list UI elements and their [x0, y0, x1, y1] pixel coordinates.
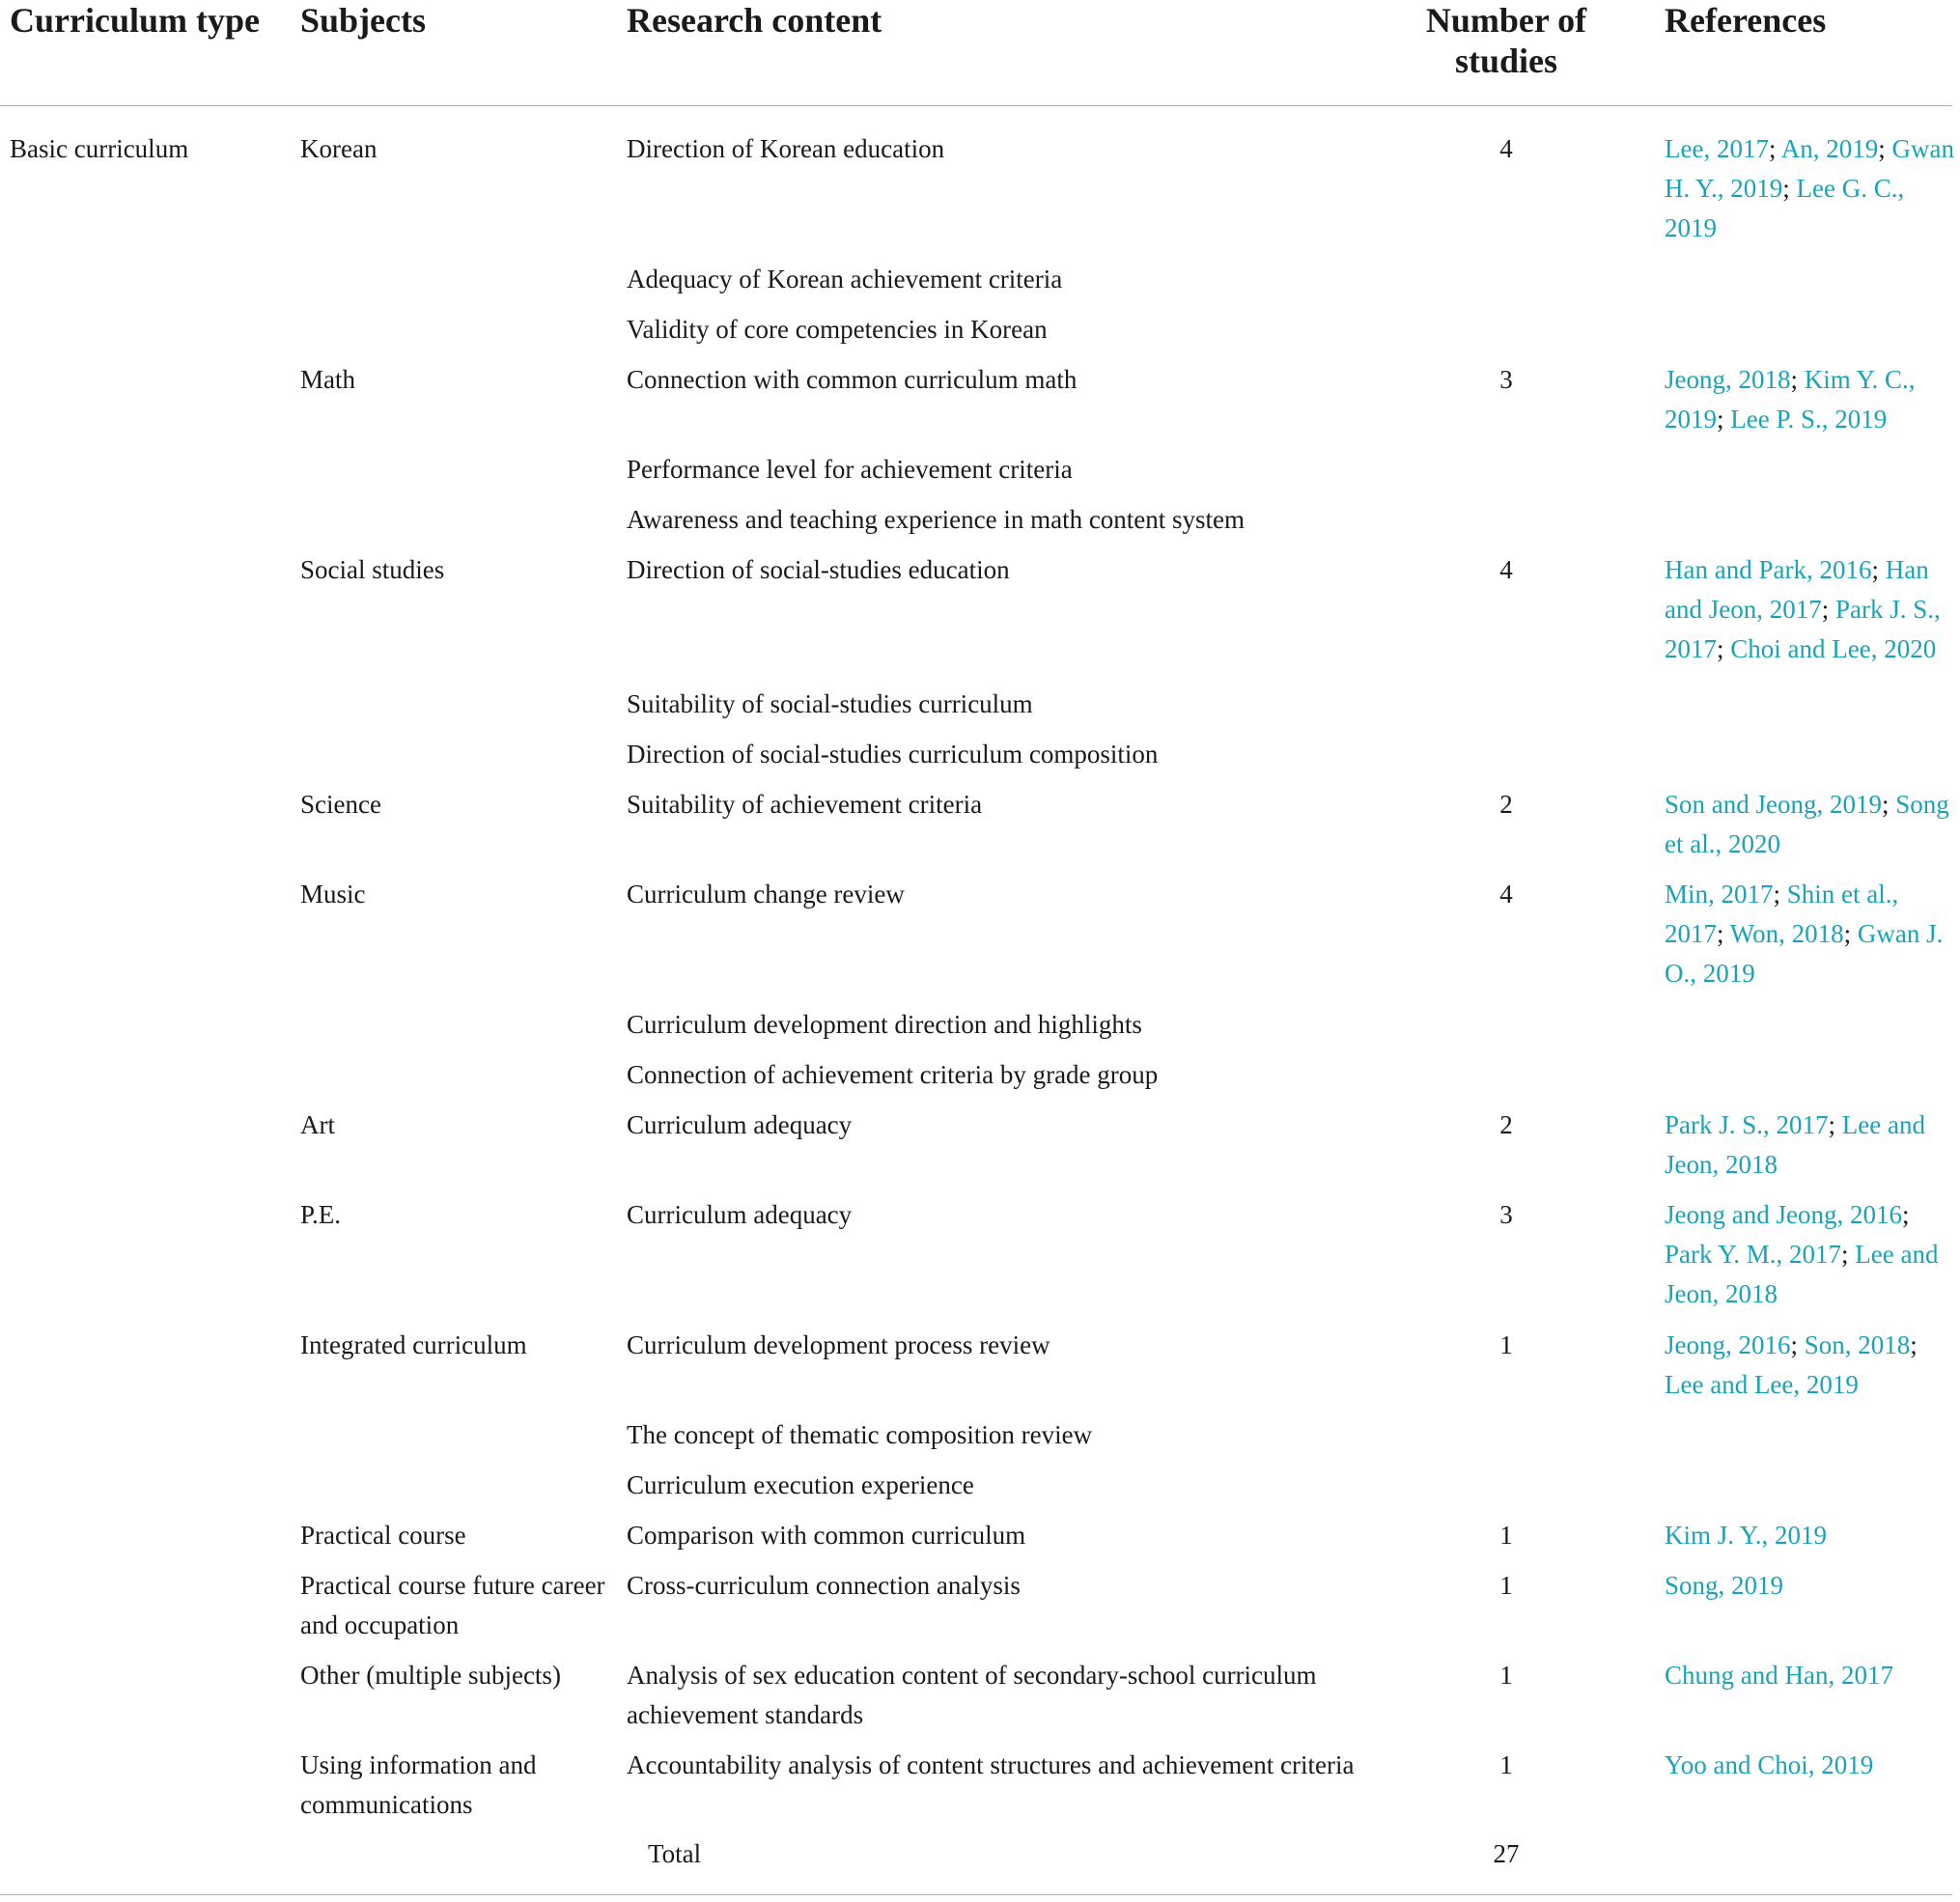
references-cell — [1665, 1566, 1954, 1606]
research-content-cell: Suitability of achievement criteria — [627, 790, 983, 819]
reference-link[interactable] — [1665, 1571, 1783, 1600]
subject-cell: Practical course — [300, 1521, 466, 1550]
research-content-cell: Curriculum adequacy — [627, 1200, 853, 1229]
research-content-cell: Curriculum development process review — [627, 1330, 1050, 1359]
reference-author: Son and Jeong, — [1665, 790, 1830, 819]
reference-author: Son, — [1804, 1330, 1859, 1359]
reference-link[interactable] — [1805, 1330, 1911, 1359]
reference-link[interactable] — [1665, 1661, 1893, 1690]
reference-separator: ; — [1841, 1240, 1856, 1269]
subject-cell: Math — [300, 365, 355, 394]
reference-year: 2016 — [1849, 1200, 1902, 1229]
reference-separator: ; — [1910, 1330, 1918, 1359]
reference-separator: ; — [1821, 595, 1835, 624]
research-content-cell: Comparison with common curriculum — [627, 1521, 1026, 1550]
references-cell — [1665, 129, 1954, 248]
reference-link[interactable] — [1781, 134, 1879, 163]
reference-year: 2020 — [1884, 634, 1937, 663]
reference-link[interactable] — [1665, 1200, 1902, 1229]
reference-year: 2017 — [1665, 919, 1717, 948]
curriculum-type-cell: Basic curriculum — [10, 134, 189, 163]
number-of-studies-cell: 2 — [1499, 1110, 1513, 1139]
research-content-cell: Curriculum development direction and highlights — [627, 1010, 1142, 1039]
references-cell — [1665, 1105, 1954, 1185]
references-cell — [1665, 1656, 1954, 1695]
references-cell — [1665, 1195, 1954, 1314]
reference-year: 2017 — [1721, 880, 1774, 909]
reference-link[interactable] — [1665, 134, 1769, 163]
reference-author: Lee and Jeon, — [1665, 1240, 1939, 1308]
reference-separator: ; — [1901, 1200, 1910, 1229]
reference-year: 2019 — [1775, 1521, 1828, 1550]
research-content-cell: Accountability analysis of content structures and achievement criteria — [627, 1750, 1355, 1779]
reference-author: Park Y. M., — [1665, 1240, 1790, 1269]
reference-author: Han and Jeon, — [1665, 555, 1929, 624]
number-of-studies-cell: 4 — [1499, 134, 1513, 163]
header-subjects: Subjects — [300, 1, 427, 40]
reference-year: 2020 — [1727, 829, 1780, 858]
reference-link[interactable] — [1665, 1240, 1841, 1269]
number-of-studies-cell: 1 — [1499, 1661, 1513, 1690]
number-of-studies-cell: 1 — [1499, 1330, 1513, 1359]
references-cell — [1665, 875, 1954, 993]
reference-author: Jeong, — [1665, 365, 1739, 394]
research-content-cell: Curriculum adequacy — [627, 1110, 853, 1139]
reference-link[interactable] — [1665, 790, 1882, 819]
research-content-cell: Connection of achievement criteria by grade group — [627, 1060, 1159, 1089]
references-cell — [1665, 1326, 1954, 1405]
subject-cell: Practical course future career and occupation — [300, 1571, 605, 1639]
research-content-cell: Direction of social-studies curriculum composition — [627, 740, 1159, 769]
total-value: 27 — [1493, 1839, 1520, 1868]
bottom-rule — [0, 1894, 1952, 1895]
reference-author: Gwan H. Y., — [1665, 134, 1954, 203]
reference-year: 2018 — [1858, 1330, 1911, 1359]
reference-link[interactable] — [1665, 1750, 1873, 1779]
reference-year: 2019 — [1806, 1370, 1859, 1399]
research-content-cell: Cross-curriculum connection analysis — [627, 1571, 1021, 1600]
number-of-studies-cell: 1 — [1499, 1521, 1513, 1550]
subject-cell: Using information and communications — [300, 1750, 537, 1819]
number-of-studies-cell: 4 — [1499, 555, 1513, 584]
subject-cell: Social studies — [300, 555, 445, 584]
header-references: References — [1665, 1, 1827, 40]
reference-year: 2019 — [1731, 1571, 1784, 1600]
subject-cell: Integrated curriculum — [300, 1330, 527, 1359]
research-content-cell: Validity of core competencies in Korean — [627, 315, 1048, 344]
research-content-cell: Adequacy of Korean achievement criteria — [627, 265, 1063, 294]
header-research-content: Research content — [627, 1, 882, 40]
reference-link[interactable] — [1665, 1370, 1859, 1399]
reference-separator: ; — [1871, 555, 1886, 584]
reference-author: Kim Y. C., — [1804, 365, 1916, 394]
reference-author: Lee, — [1665, 134, 1717, 163]
reference-year: 2019 — [1821, 1750, 1874, 1779]
reference-year: 2017 — [1789, 1240, 1842, 1269]
reference-link[interactable] — [1730, 634, 1936, 663]
references-cell — [1665, 360, 1954, 439]
number-of-studies-cell: 4 — [1499, 880, 1513, 909]
reference-year: 2016 — [1819, 555, 1872, 584]
reference-separator: ; — [1782, 174, 1797, 203]
number-of-studies-cell: 3 — [1499, 1200, 1513, 1229]
reference-year: 2017 — [1769, 595, 1822, 624]
reference-year: 2018 — [1791, 919, 1844, 948]
reference-author: Chung and Han, — [1665, 1661, 1841, 1690]
subject-cell: Music — [300, 880, 366, 909]
reference-author: Won, — [1729, 919, 1792, 948]
reference-author: Kim J. Y., — [1665, 1521, 1776, 1550]
reference-author: Lee G. C., — [1796, 174, 1905, 203]
reference-author: Yoo and Choi, — [1665, 1750, 1822, 1779]
research-content-cell: Connection with common curriculum math — [627, 365, 1078, 394]
reference-separator: ; — [1717, 919, 1730, 948]
references-cell — [1665, 1746, 1954, 1785]
reference-separator: ; — [1828, 1110, 1842, 1139]
header-rule — [0, 105, 1952, 106]
research-content-cell: Suitability of social-studies curriculum — [627, 689, 1033, 718]
research-content-cell: Curriculum change review — [627, 880, 905, 909]
reference-separator: ; — [1717, 634, 1731, 663]
reference-year: 2019 — [1702, 959, 1755, 988]
reference-author: Song et al., — [1665, 790, 1949, 858]
reference-author: Park J. S., — [1835, 595, 1941, 624]
reference-year: 2019 — [1834, 405, 1888, 434]
reference-separator: ; — [1843, 919, 1858, 948]
reference-link[interactable] — [1665, 880, 1774, 909]
reference-year: 2017 — [1665, 634, 1717, 663]
reference-author: Shin et al., — [1786, 880, 1899, 909]
reference-author: An, — [1780, 134, 1827, 163]
reference-year: 2019 — [1665, 405, 1717, 434]
reference-link[interactable] — [1665, 555, 1871, 584]
reference-separator: ; — [1717, 405, 1731, 434]
number-of-studies-cell: 2 — [1499, 790, 1513, 819]
number-of-studies-cell: 1 — [1499, 1750, 1513, 1779]
reference-separator: ; — [1882, 790, 1896, 819]
reference-separator: ; — [1773, 880, 1787, 909]
references-cell — [1665, 550, 1954, 669]
reference-separator: ; — [1878, 134, 1892, 163]
research-content-cell: Performance level for achievement criteria — [627, 455, 1073, 484]
reference-year: 2019 — [1665, 213, 1717, 242]
number-of-studies-cell: 1 — [1499, 1571, 1513, 1600]
references-cell — [1665, 785, 1954, 864]
subject-cell: P.E. — [300, 1200, 342, 1229]
reference-author: Jeong and Jeong, — [1665, 1200, 1850, 1229]
reference-year: 2019 — [1830, 790, 1882, 819]
total-label: Total — [648, 1839, 702, 1868]
reference-year: 2019 — [1826, 134, 1879, 163]
reference-year: 2017 — [1776, 1110, 1829, 1139]
reference-author: Song, — [1665, 1571, 1732, 1600]
reference-author: Min, — [1665, 880, 1722, 909]
subject-cell: Art — [300, 1110, 335, 1139]
reference-link[interactable] — [1730, 919, 1844, 948]
research-content-cell: Analysis of sex education content of secondary-school curriculum achievement standards — [627, 1661, 1317, 1729]
reference-author: Lee P. S., — [1730, 405, 1835, 434]
reference-year: 2018 — [1725, 1150, 1778, 1179]
research-content-cell: Curriculum execution experience — [627, 1470, 974, 1499]
reference-author: Gwan J. O., — [1665, 919, 1944, 988]
references-cell — [1665, 1516, 1954, 1555]
reference-link[interactable] — [1665, 1330, 1791, 1359]
reference-year: 2017 — [1716, 134, 1769, 163]
reference-author: Park J. S., — [1665, 1110, 1777, 1139]
reference-link[interactable] — [1665, 365, 1791, 394]
reference-year: 2017 — [1840, 1661, 1893, 1690]
reference-separator: ; — [1790, 365, 1805, 394]
research-content-cell: Direction of Korean education — [627, 134, 945, 163]
reference-author: Lee and Jeon, — [1665, 1110, 1925, 1179]
reference-link[interactable] — [1665, 1110, 1829, 1139]
reference-author: Han and Park, — [1665, 555, 1820, 584]
reference-author: Choi and Lee, — [1730, 634, 1885, 663]
subject-cell: Science — [300, 790, 381, 819]
header-curriculum-type: Curriculum type — [10, 1, 260, 40]
research-content-cell: Direction of social-studies education — [627, 555, 1010, 584]
reference-year: 2019 — [1730, 174, 1783, 203]
reference-separator: ; — [1790, 1330, 1805, 1359]
reference-year: 2018 — [1725, 1279, 1778, 1308]
header-number-of-studies — [1410, 0, 1603, 81]
research-content-cell: Awareness and teaching experience in math content system — [627, 505, 1246, 534]
reference-link[interactable] — [1730, 405, 1887, 434]
reference-link[interactable] — [1665, 1521, 1827, 1550]
number-of-studies-cell: 3 — [1499, 365, 1513, 394]
header-number-line1: Number of — [1425, 1, 1587, 40]
reference-author: Jeong, — [1665, 1330, 1739, 1359]
reference-year: 2016 — [1738, 1330, 1791, 1359]
reference-year: 2018 — [1738, 365, 1791, 394]
subject-cell: Other (multiple subjects) — [300, 1661, 561, 1690]
subject-cell: Korean — [300, 134, 378, 163]
reference-author: Lee and Lee, — [1665, 1370, 1806, 1399]
header-number-line2: studies — [1454, 42, 1558, 80]
research-content-cell: The concept of thematic composition review — [627, 1420, 1093, 1449]
reference-separator: ; — [1768, 134, 1781, 163]
